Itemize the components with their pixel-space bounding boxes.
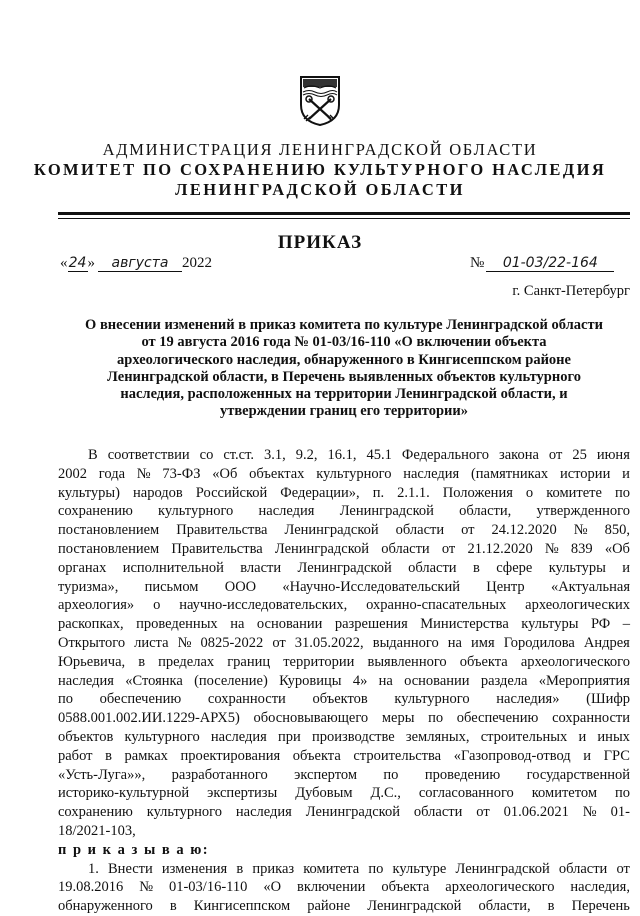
word: наследия» [496, 691, 560, 708]
word: археология» [58, 597, 135, 614]
word: области [558, 860, 608, 877]
word: года [98, 465, 126, 482]
word: Правительства [171, 540, 263, 557]
word: приказ [252, 860, 295, 877]
word: Положения [442, 484, 513, 501]
word: 31.05.2022, [294, 634, 364, 651]
word: культуры) [58, 484, 120, 501]
body-line [58, 446, 630, 465]
word: Юрьевича, [58, 653, 126, 670]
word: наследия [210, 728, 267, 745]
word: культуре [392, 860, 447, 877]
word: культурного [124, 728, 200, 745]
word: органах [58, 559, 107, 576]
word: истории [559, 465, 611, 482]
body-line [58, 502, 630, 521]
word: июня [596, 447, 630, 463]
word: ст.ст. [223, 447, 254, 463]
word: по [428, 710, 444, 727]
title-line: утверждении границ его территории» [219, 403, 469, 420]
word: № [136, 465, 151, 482]
word: 0588.001.002.ИИ.1229-АРХ5) [58, 710, 240, 727]
word: земляных, [405, 728, 470, 745]
title-line: О внесении изменений в приказ комитета по культуре Ленинградской области [85, 317, 603, 333]
word: Перечень [571, 898, 630, 915]
word: объектов [58, 728, 114, 745]
word: Андрея [583, 634, 630, 651]
word: включении [296, 879, 366, 896]
word: экспертом [294, 766, 358, 783]
word: «Стоянка [125, 672, 183, 689]
word: 01-03/16-110 [168, 879, 248, 896]
word: Российской [195, 484, 268, 501]
word: культуры [521, 616, 579, 633]
order-number-handwritten: 01-03/22-164 [486, 255, 614, 272]
word: археологического [445, 879, 555, 896]
word: наследия, [570, 879, 630, 896]
word: о [153, 597, 161, 614]
word: – [622, 616, 630, 633]
body-line [58, 615, 630, 634]
word: Внести [108, 860, 153, 877]
word: объектов [312, 691, 368, 708]
word: строительства [353, 747, 442, 764]
word: наследия [58, 672, 114, 689]
body-line [58, 596, 630, 615]
coat-of-arms-icon [299, 75, 341, 127]
word: наследия [235, 804, 292, 821]
word: исполнительной [122, 559, 224, 576]
word: от [548, 447, 563, 463]
word: закона [498, 447, 539, 463]
word: утвержденного [536, 503, 630, 520]
word: имя [471, 634, 495, 651]
word: Ленинградской [367, 898, 462, 915]
word: Ленинградской [297, 559, 392, 576]
org-line-committee: КОМИТЕТ ПО СОХРАНЕНИЮ КУЛЬТУРНОГО НАСЛЕДИЯ [33, 160, 607, 179]
word: Ленинградской [305, 804, 400, 821]
word: 9.2, [295, 447, 318, 463]
word: 3.1, [263, 447, 286, 463]
word: по [614, 484, 630, 501]
word: раскопках, [58, 616, 124, 633]
word: 4» [352, 672, 368, 689]
word: «Актуальная [550, 578, 630, 595]
word: 01.06.2021 [503, 804, 569, 821]
org-line-region: ЛЕНИНГРАДСКОЙ ОБЛАСТИ [175, 180, 465, 199]
header-rule-thick [58, 212, 630, 215]
body-line [58, 559, 630, 578]
word: от [616, 860, 630, 877]
word: «Мероприятия [538, 672, 630, 689]
point-line [58, 897, 630, 916]
word: при [278, 728, 301, 745]
word: 839 [570, 540, 593, 557]
word: Ленинградской [339, 503, 434, 520]
word: Д.С., [370, 785, 401, 802]
word: наследия [403, 465, 460, 482]
word: «О [263, 879, 282, 896]
document-type-heading: ПРИКАЗ [277, 232, 363, 253]
word: строительных [480, 728, 568, 745]
word: объекта [381, 879, 430, 896]
word: Федерального [401, 447, 489, 463]
word: области [395, 522, 445, 539]
word: сохранению [58, 804, 133, 821]
word: 01- [610, 804, 630, 821]
org-line-administration: АДМИНИСТРАЦИЯ ЛЕНИНГРАДСКОЙ ОБЛАСТИ [102, 140, 538, 159]
word: ГРС [603, 747, 630, 764]
word: обосновывающего [253, 710, 369, 727]
word: историко-культурной [58, 785, 190, 802]
word: № [582, 804, 597, 821]
word: «Об [604, 540, 630, 557]
word: о [525, 484, 534, 501]
word: культуры [548, 559, 606, 576]
word: 2.1.1. [397, 484, 430, 501]
word: в [105, 747, 112, 764]
word: власти [240, 559, 282, 576]
body-line [58, 634, 630, 653]
word: проведенных [136, 616, 218, 633]
word: 73-ФЗ [162, 465, 201, 482]
word: обеспечению [99, 691, 182, 708]
word: и [622, 559, 630, 576]
word: № [573, 522, 588, 539]
word: 0825-2022 [200, 634, 264, 651]
body-line [58, 766, 630, 785]
title-line: наследия, расположенных на территории Ленинградской области, и [120, 386, 568, 403]
word: в [547, 898, 555, 915]
word: культурного [158, 503, 234, 520]
body-line [58, 747, 630, 766]
word: 1. [88, 860, 99, 877]
body-line: 18/2021-103, [58, 822, 136, 839]
word: в [138, 653, 146, 670]
body-line [58, 709, 630, 728]
word: научно-исследовательских, [179, 597, 348, 614]
body-line [58, 690, 630, 709]
word: объекта [292, 747, 341, 764]
word: постановлением [58, 522, 160, 539]
word: археологического [520, 653, 630, 670]
word: (памятниках [470, 465, 549, 482]
word: комитетом [531, 785, 598, 802]
word: РФ [590, 616, 611, 633]
word: письмом [144, 578, 199, 595]
word: № [177, 634, 192, 651]
word: области [413, 804, 463, 821]
body-line [58, 672, 630, 691]
word: Городилова [503, 634, 575, 651]
order-number [470, 255, 614, 272]
word: Министерства [420, 616, 509, 633]
word: и [622, 465, 630, 482]
word: комитете [546, 484, 602, 501]
body-line [58, 521, 630, 540]
date-year: 2022 [182, 255, 212, 271]
word: по [614, 785, 630, 802]
word: В [88, 447, 98, 463]
word: (поселение) [194, 672, 268, 689]
word: в [236, 860, 244, 877]
word: обеспечению [456, 710, 539, 727]
word: туризма», [58, 578, 119, 595]
word: и [583, 747, 592, 764]
date-day-handwritten: 24 [68, 255, 87, 271]
word: Дубовым [295, 785, 353, 802]
body-line [58, 653, 630, 672]
word: Федерации», [280, 484, 360, 501]
word: ООО [224, 578, 257, 595]
order-body [58, 446, 630, 916]
title-line: археологического наследия, обнаруженного в Кингисеппском районе [117, 351, 571, 368]
word: области [381, 540, 430, 557]
word: по [368, 860, 384, 877]
body-line [58, 728, 630, 747]
point-line [58, 860, 630, 879]
body-line [58, 540, 630, 559]
resolution-word: п р и к а з ы в а ю: [58, 841, 210, 858]
word: районе [307, 898, 351, 915]
word: наследия [258, 503, 315, 520]
word: Правительства [176, 522, 268, 539]
word: народов [133, 484, 183, 501]
word: Центр [486, 578, 525, 595]
word: от [476, 804, 490, 821]
number-sign: № [470, 255, 485, 271]
date-open-quote: « [60, 255, 68, 271]
word: согласованного [418, 785, 514, 802]
word: «Усть-Луга»», [58, 766, 146, 783]
word: проектирования [180, 747, 281, 764]
word: на [447, 634, 462, 651]
word: иных [597, 728, 630, 745]
word: производстве [312, 728, 395, 745]
word: Ленинградской [284, 522, 379, 539]
word: по [383, 766, 399, 783]
word: области [408, 559, 457, 576]
word: изменения [161, 860, 228, 877]
word: рамках [124, 747, 168, 764]
order-title [58, 317, 630, 421]
word: области, [478, 898, 531, 915]
word: от [461, 522, 475, 539]
word: охранно-спасательных [366, 597, 507, 614]
word: Ленинградской [455, 860, 550, 877]
word: Куровицы [279, 672, 342, 689]
point-line [58, 878, 630, 897]
word: пределах [158, 653, 215, 670]
word: работ [58, 747, 93, 764]
word: разрешения [334, 616, 408, 633]
word: листа [134, 634, 169, 651]
word: 24.12.2020 [491, 522, 557, 539]
word: по [58, 691, 74, 708]
word: п. [372, 484, 385, 501]
word: «Научно-Исследовательский [282, 578, 460, 595]
word: постановлением [58, 540, 160, 557]
word: основании [404, 672, 470, 689]
word: № [139, 879, 154, 896]
word: Кингисеппском [193, 898, 291, 915]
word: 16.1, [327, 447, 357, 463]
body-line [58, 784, 630, 803]
word: выданного [372, 634, 439, 651]
body-line [58, 465, 630, 484]
word: сохранности [552, 710, 630, 727]
date-close-quote: » [87, 255, 95, 271]
word: культурного [146, 804, 222, 821]
word: «Газопровод-отвод [453, 747, 571, 764]
word: 45.1 [366, 447, 392, 463]
title-line: от 19 августа 2016 года № 01-03/16-110 «О включении объекта [141, 334, 547, 351]
word: в [472, 559, 480, 576]
word: области, [459, 503, 512, 520]
word: разработанного [171, 766, 268, 783]
word: экспертизы [207, 785, 278, 802]
word: 25 [572, 447, 587, 463]
word: от [441, 540, 456, 557]
word: в [169, 898, 177, 915]
title-line: Ленинградской области, в Перечень выявленных объектов культурного [107, 368, 581, 385]
word: 850, [604, 522, 630, 539]
order-date [60, 255, 212, 272]
word: сохранности [207, 691, 286, 708]
word: меры [381, 710, 415, 727]
word: 2002 [58, 465, 87, 482]
word: Открытого [58, 634, 126, 651]
word: объекта [459, 653, 508, 670]
word: выявленного [367, 653, 447, 670]
word: основании [256, 616, 323, 633]
word: на [230, 616, 245, 633]
word: соответствии [107, 447, 190, 463]
word: государственной [526, 766, 630, 783]
word: обнаруженного [58, 898, 153, 915]
word: археологических [525, 597, 630, 614]
word: объектах [249, 465, 305, 482]
word: на [378, 672, 393, 689]
word: Ленинградской [274, 540, 370, 557]
word: комитета [303, 860, 360, 877]
word: и [578, 728, 587, 745]
word: культурного [316, 465, 392, 482]
date-month-handwritten: августа [98, 255, 182, 272]
word: проведению [424, 766, 501, 783]
header-rule-thin [58, 218, 630, 219]
word: со [199, 447, 214, 463]
word: культурного [394, 691, 470, 708]
word: территории [283, 653, 355, 670]
word: сохранению [58, 503, 133, 520]
word: 21.12.2020 [467, 540, 533, 557]
body-line [58, 578, 630, 597]
word: раздела [480, 672, 528, 689]
word: 19.08.2016 [58, 879, 124, 896]
word: «Об [212, 465, 238, 482]
word: (Шифр [586, 691, 630, 708]
body-line [58, 484, 630, 503]
word: № [544, 540, 559, 557]
order-city: г. Санкт-Петербург [512, 283, 630, 299]
word: от [272, 634, 286, 651]
word: сфере [496, 559, 533, 576]
body-line [58, 803, 630, 822]
word: границ [227, 653, 271, 670]
